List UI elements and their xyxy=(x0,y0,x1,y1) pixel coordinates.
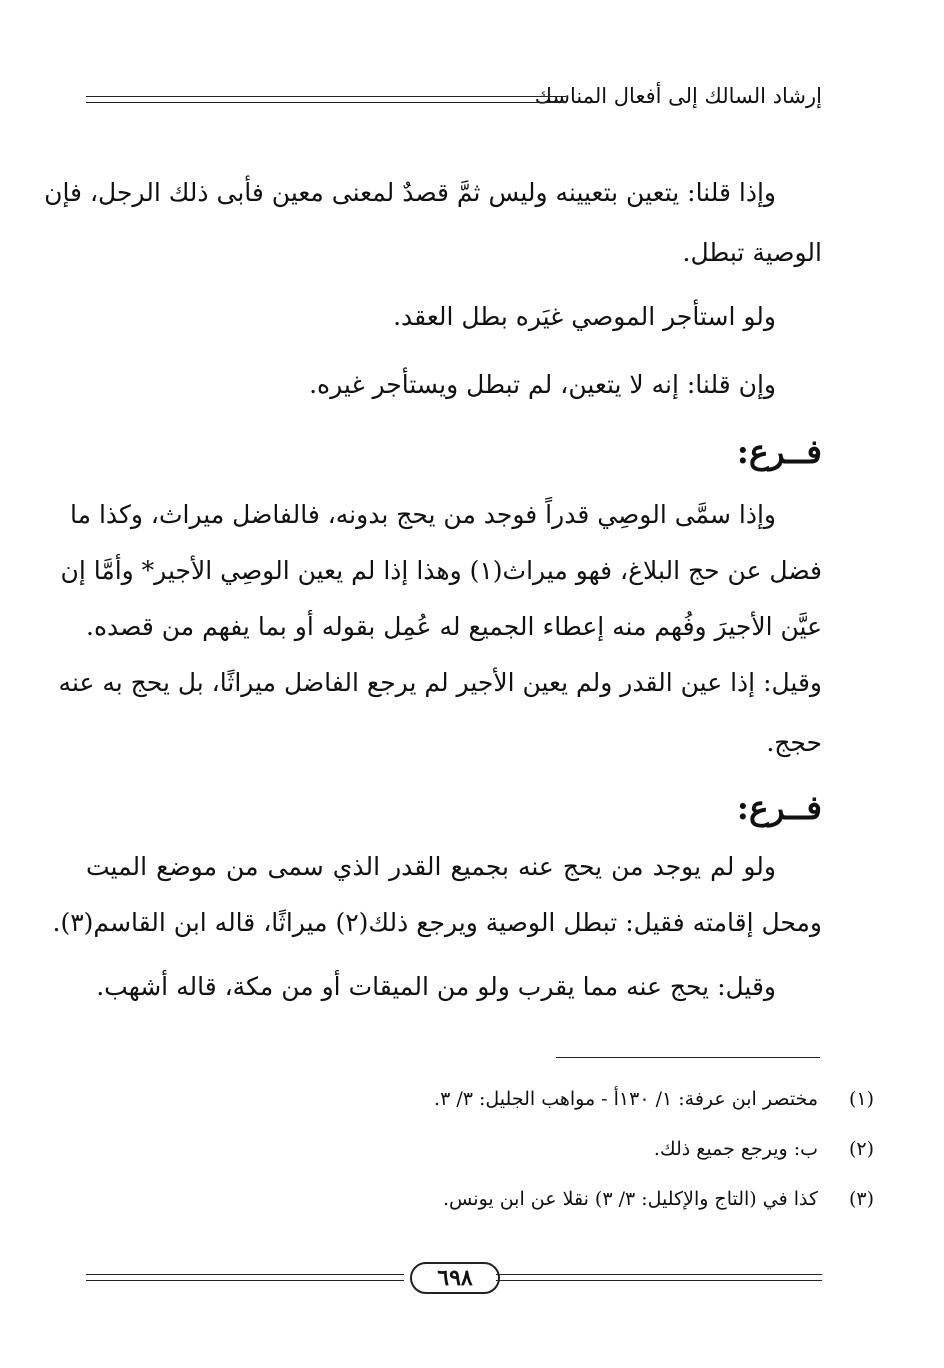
footer-rule-left xyxy=(86,1274,404,1281)
page-footer xyxy=(86,1262,822,1302)
header-rule xyxy=(86,96,566,103)
footnote-text: كذا في (التاج والإكليل: ٣/ ٣) نقلا عن ابن يونس. xyxy=(443,1188,818,1210)
section-heading-1: فــرع: xyxy=(736,432,822,471)
p4-line1: وإذا سمَّى الوصِي قدراً فوجد من يحج بدونه، فالفاضل ميراث، وكذا ما xyxy=(69,500,776,529)
footnote-rule xyxy=(556,1057,820,1058)
p1-line1: وإذا قلنا: يتعين بتعيينه وليس ثمَّ قصدٌ لمعنى معين فأبى ذلك الرجل، فإن xyxy=(44,178,776,207)
p4-line4: وقيل: إذا عين القدر ولم يعين الأجير لم يرجع الفاضل ميراثًا، بل يحج به عنه xyxy=(58,668,822,697)
footnote-number: (١) xyxy=(848,1088,874,1110)
footnote-number: (٢) xyxy=(848,1138,874,1160)
footnote-1 xyxy=(434,1088,874,1110)
p6: وقيل: يحج عنه مما يقرب ولو من الميقات أو من مكة، قاله أشهب. xyxy=(96,972,776,1001)
p5-line1: ولو لم يوجد من يحج عنه بجميع القدر الذي سمى من موضع الميت xyxy=(86,852,776,881)
p4-line3: عيَّن الأجيرَ وفُهم منه إعطاء الجميع له عُمِل بقوله أو بما يفهم من قصده. xyxy=(86,612,822,641)
footer-rule-right xyxy=(496,1274,822,1281)
p2: ولو استأجر الموصي غيَره بطل العقد. xyxy=(393,302,776,331)
footnote-2 xyxy=(653,1138,874,1160)
p3: وإن قلنا: إنه لا يتعين، لم تبطل ويستأجر غيره. xyxy=(309,370,776,399)
footnote-number: (٣) xyxy=(848,1188,874,1210)
section-heading-2: فــرع: xyxy=(736,788,822,827)
footnote-3 xyxy=(443,1188,874,1210)
p5-line2: ومحل إقامته فقيل: تبطل الوصية ويرجع ذلك(٢) ميراثًا، قاله ابن القاسم(٣). xyxy=(52,908,822,937)
footnote-text: مختصر ابن عرفة: ١/ ١٣٠أ - مواهب الجليل: ٣/ ٣. xyxy=(434,1088,818,1110)
p4-line5: حجج. xyxy=(766,728,822,757)
header-title: إرشاد السالك إلى أفعال المناسك xyxy=(534,84,822,108)
footnote-text: ب: ويرجع جميع ذلك. xyxy=(653,1138,818,1160)
running-header xyxy=(86,84,822,114)
p1-line2: الوصية تبطل. xyxy=(682,238,822,267)
page-number: ٦٩٨ xyxy=(410,1262,500,1294)
p4-line2: فضل عن حج البلاغ، فهو ميراث(١) وهذا إذا لم يعين الوصِي الأجير* وأمَّا إن xyxy=(60,556,822,585)
